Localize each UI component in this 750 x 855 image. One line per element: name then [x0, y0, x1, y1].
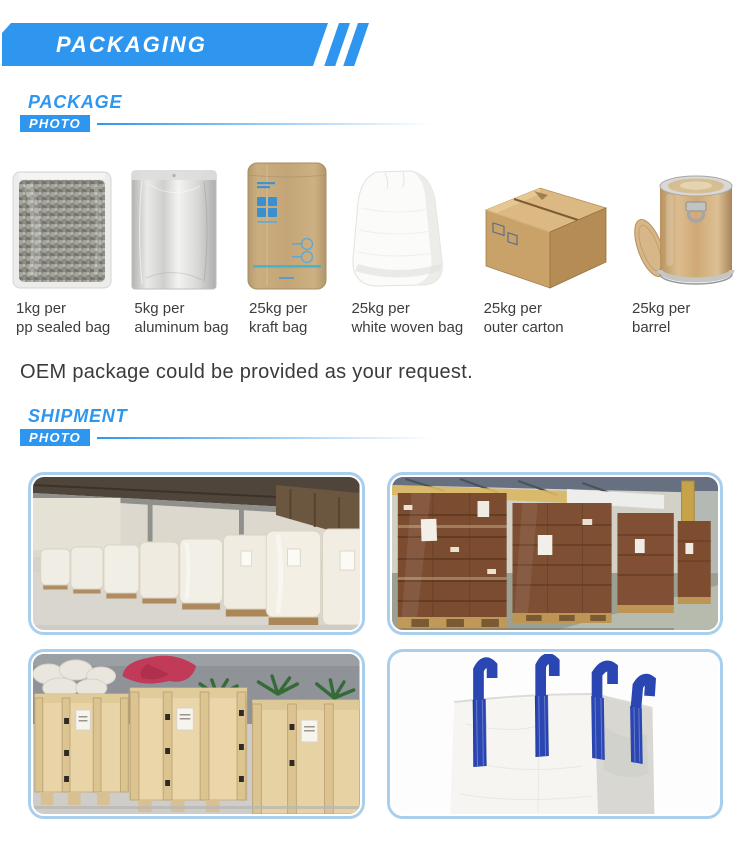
pp-sealed-bag-image	[10, 156, 114, 292]
shipment-photo-wooden-crates	[28, 649, 365, 819]
package-caption-line1: 25kg per	[632, 300, 691, 317]
package-caption	[484, 299, 612, 337]
package-item-aluminum-bag	[128, 156, 228, 337]
package-item-white-woven-bag	[345, 156, 463, 337]
package-row	[0, 156, 750, 337]
package-item-kraft-bag	[243, 156, 331, 337]
package-ribbon-row	[20, 115, 750, 132]
package-caption-line2: white woven bag	[351, 319, 464, 336]
package-caption-line2: barrel	[632, 319, 671, 336]
ribbon-fade-line	[97, 123, 433, 125]
package-caption-line1: 5kg per	[134, 300, 185, 317]
package-caption-line2: aluminum bag	[134, 319, 229, 336]
kraft-bag-image	[243, 156, 331, 292]
shipment-heading: SHIPMENT	[28, 406, 128, 426]
shipment-photo-warehouse-carton-pallets	[387, 472, 724, 635]
banner-title: PACKAGING	[56, 32, 207, 57]
package-caption-line1: 25kg per	[483, 300, 542, 317]
barrel-image	[626, 156, 738, 292]
photo-ribbon: PHOTO	[20, 429, 90, 446]
photo-ribbon: PHOTO	[20, 115, 90, 132]
package-caption	[632, 299, 738, 337]
shipment-photo-jumbo-bag	[387, 649, 724, 819]
packaging-banner	[0, 23, 750, 66]
package-item-barrel	[626, 156, 738, 337]
shipment-photo-grid	[28, 472, 723, 819]
package-caption	[16, 299, 114, 337]
package-heading: PACKAGE	[28, 92, 123, 112]
aluminum-bag-image	[128, 156, 228, 292]
package-caption-line1: 1kg per	[16, 300, 67, 317]
package-item-outer-carton	[478, 156, 612, 337]
package-caption-line2: kraft bag	[249, 319, 308, 336]
shipment-section	[0, 406, 750, 819]
shipment-ribbon-row	[20, 429, 750, 446]
oem-note: OEM package could be provided as your request.	[20, 361, 473, 383]
outer-carton-image	[478, 156, 612, 292]
package-caption-line2: pp sealed bag	[16, 319, 111, 336]
package-caption-line1: 25kg per	[351, 300, 410, 317]
package-section	[0, 92, 750, 337]
package-caption	[249, 299, 331, 337]
package-item-pp-sealed-bag	[10, 156, 114, 337]
shipment-photo-warehouse-wrapped-pallets	[28, 472, 365, 635]
package-caption-line1: 25kg per	[249, 300, 308, 317]
package-caption	[134, 299, 228, 337]
white-woven-bag-image	[345, 156, 463, 292]
ribbon-fade-line	[97, 437, 433, 439]
package-caption-line2: outer carton	[483, 319, 564, 336]
package-caption	[351, 299, 463, 337]
